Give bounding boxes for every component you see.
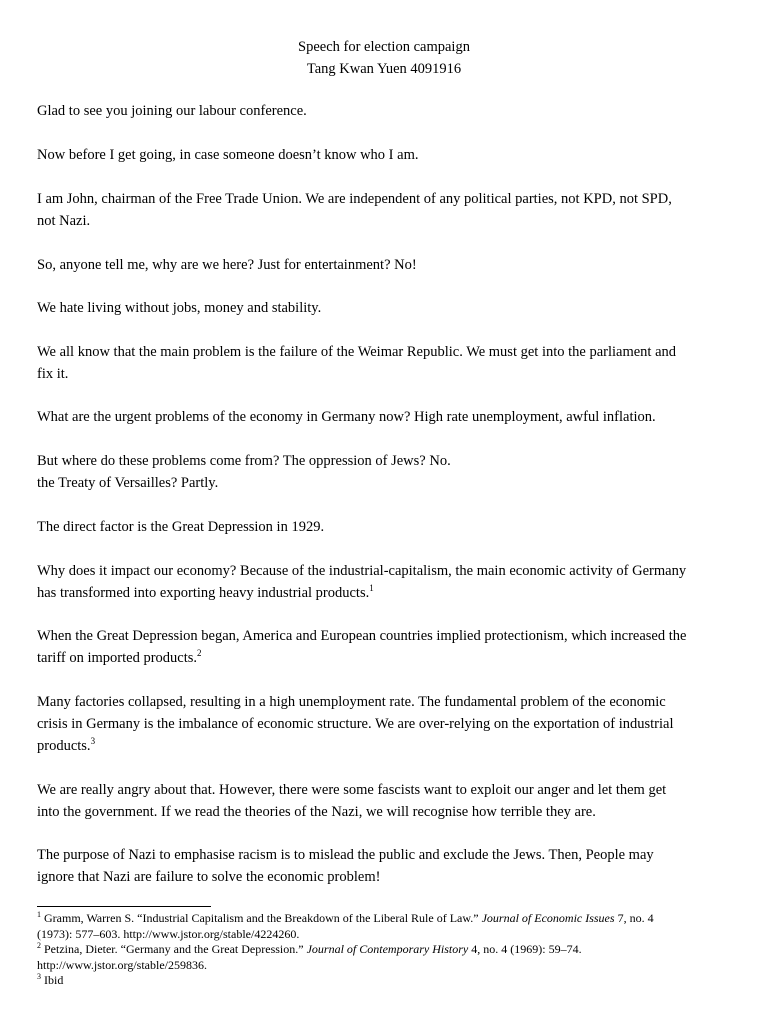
paragraph-line: not Nazi. xyxy=(37,213,91,229)
paragraph-economic-structure xyxy=(37,691,737,757)
paragraph-line-text: has transformed into exporting heavy industrial products. xyxy=(37,585,370,601)
footnote-ref[interactable]: 2 xyxy=(197,648,202,658)
footnote-ref[interactable]: 3 xyxy=(90,736,96,746)
footnotes xyxy=(37,911,737,989)
document-title: Speech for election campaign xyxy=(298,39,470,55)
paragraph-line: When the Great Depression began, America and European countries implied protectionism, which increased the xyxy=(37,628,687,644)
footnote-details: 7, no. 4 xyxy=(614,911,654,925)
footnote-1-continued[interactable]: (1973): 577–603. http://www.jstor.org/stable/4224260. xyxy=(37,926,300,941)
paragraph-line: Why does it impact our economy? Because of the industrial-capitalism, the main economic activity of Germany xyxy=(37,563,687,579)
paragraph-urgent-problems xyxy=(37,406,737,428)
paragraph-line: fix it. xyxy=(37,366,69,382)
paragraph-weimar xyxy=(37,341,737,385)
paragraph-greeting xyxy=(37,100,737,122)
paragraph-line: What are the urgent problems of the economy in Germany now? High rate unemployment, awful inflation. xyxy=(37,409,656,425)
paragraph-question xyxy=(37,254,737,276)
title-block xyxy=(0,36,768,80)
paragraph-line-text: products. xyxy=(37,738,91,754)
paragraph-grievance xyxy=(37,297,737,319)
paragraph-direct-factor xyxy=(37,516,737,538)
footnote-citation: Petzina, Dieter. “Germany and the Great Depression.” xyxy=(44,942,307,956)
author-line: Tang Kwan Yuen 4091916 xyxy=(306,61,462,77)
footnote-details: 4, no. 4 (1969): 59–74. xyxy=(468,942,582,956)
paragraph-line xyxy=(37,647,737,669)
paragraph-protectionism xyxy=(37,625,737,669)
paragraph-line: But where do these problems come from? The oppression of Jews? No. xyxy=(37,453,451,469)
paragraph-line: We hate living without jobs, money and stability. xyxy=(37,300,322,316)
paragraph-fascists xyxy=(37,779,737,823)
footnote-separator xyxy=(37,906,211,907)
paragraph-identity xyxy=(37,188,737,232)
footnote-2 xyxy=(37,942,737,958)
paragraph-line: The direct factor is the Great Depression in 1929. xyxy=(37,519,325,535)
footnote-number: 2 xyxy=(37,941,41,950)
paragraph-line-text: tariff on imported products. xyxy=(37,650,198,666)
footnote-3 xyxy=(37,973,737,989)
paragraph-line: Glad to see you joining our labour conference. xyxy=(37,103,307,119)
footnote-citation: Gramm, Warren S. “Industrial Capitalism and the Breakdown of the Liberal Rule of Law.” xyxy=(44,911,482,925)
paragraph-line: ignore that Nazi are failure to solve the economic problem! xyxy=(37,869,381,885)
footnote-ref[interactable]: 1 xyxy=(369,583,374,593)
footnote-journal: Journal of Contemporary History xyxy=(306,942,469,956)
footnote-2-continued[interactable]: http://www.jstor.org/stable/259836. xyxy=(37,957,207,972)
footnote-number: 1 xyxy=(37,910,41,919)
paragraph-line xyxy=(37,582,737,604)
paragraph-industrial-capitalism xyxy=(37,560,737,604)
paragraph-causes xyxy=(37,450,737,494)
paragraph-line: Many factories collapsed, resulting in a high unemployment rate. The fundamental problem of the economic xyxy=(37,694,666,710)
paragraph-line: Now before I get going, in case someone doesn’t know who I am. xyxy=(37,147,419,163)
paragraph-line: So, anyone tell me, why are we here? Just for entertainment? No! xyxy=(37,257,417,273)
paragraph-line: crisis in Germany is the imbalance of economic structure. We are over-relying on the exportation of industrial xyxy=(37,716,674,732)
footnote-1 xyxy=(37,911,737,927)
footnote-citation: Ibid xyxy=(44,973,64,987)
paragraph-line: We all know that the main problem is the failure of the Weimar Republic. We must get into the parliament and xyxy=(37,344,677,360)
paragraph-line: the Treaty of Versailles? Partly. xyxy=(37,475,219,491)
paragraph-line: The purpose of Nazi to emphasise racism is to mislead the public and exclude the Jews. Then, People may xyxy=(37,847,654,863)
paragraph-line: into the government. If we read the theories of the Nazi, we will recognise how terrible they are. xyxy=(37,804,596,820)
paragraph-introduction xyxy=(37,144,737,166)
paragraph-line: We are really angry about that. However, there were some fascists want to exploit our anger and let them get xyxy=(37,782,667,798)
paragraph-line: I am John, chairman of the Free Trade Union. We are independent of any political parties, not KPD, not SPD, xyxy=(37,191,672,207)
paragraph-conclusion xyxy=(37,844,737,888)
paragraph-line xyxy=(37,735,737,757)
footnote-journal: Journal of Economic Issues xyxy=(481,911,615,925)
footnote-number: 3 xyxy=(37,972,41,981)
